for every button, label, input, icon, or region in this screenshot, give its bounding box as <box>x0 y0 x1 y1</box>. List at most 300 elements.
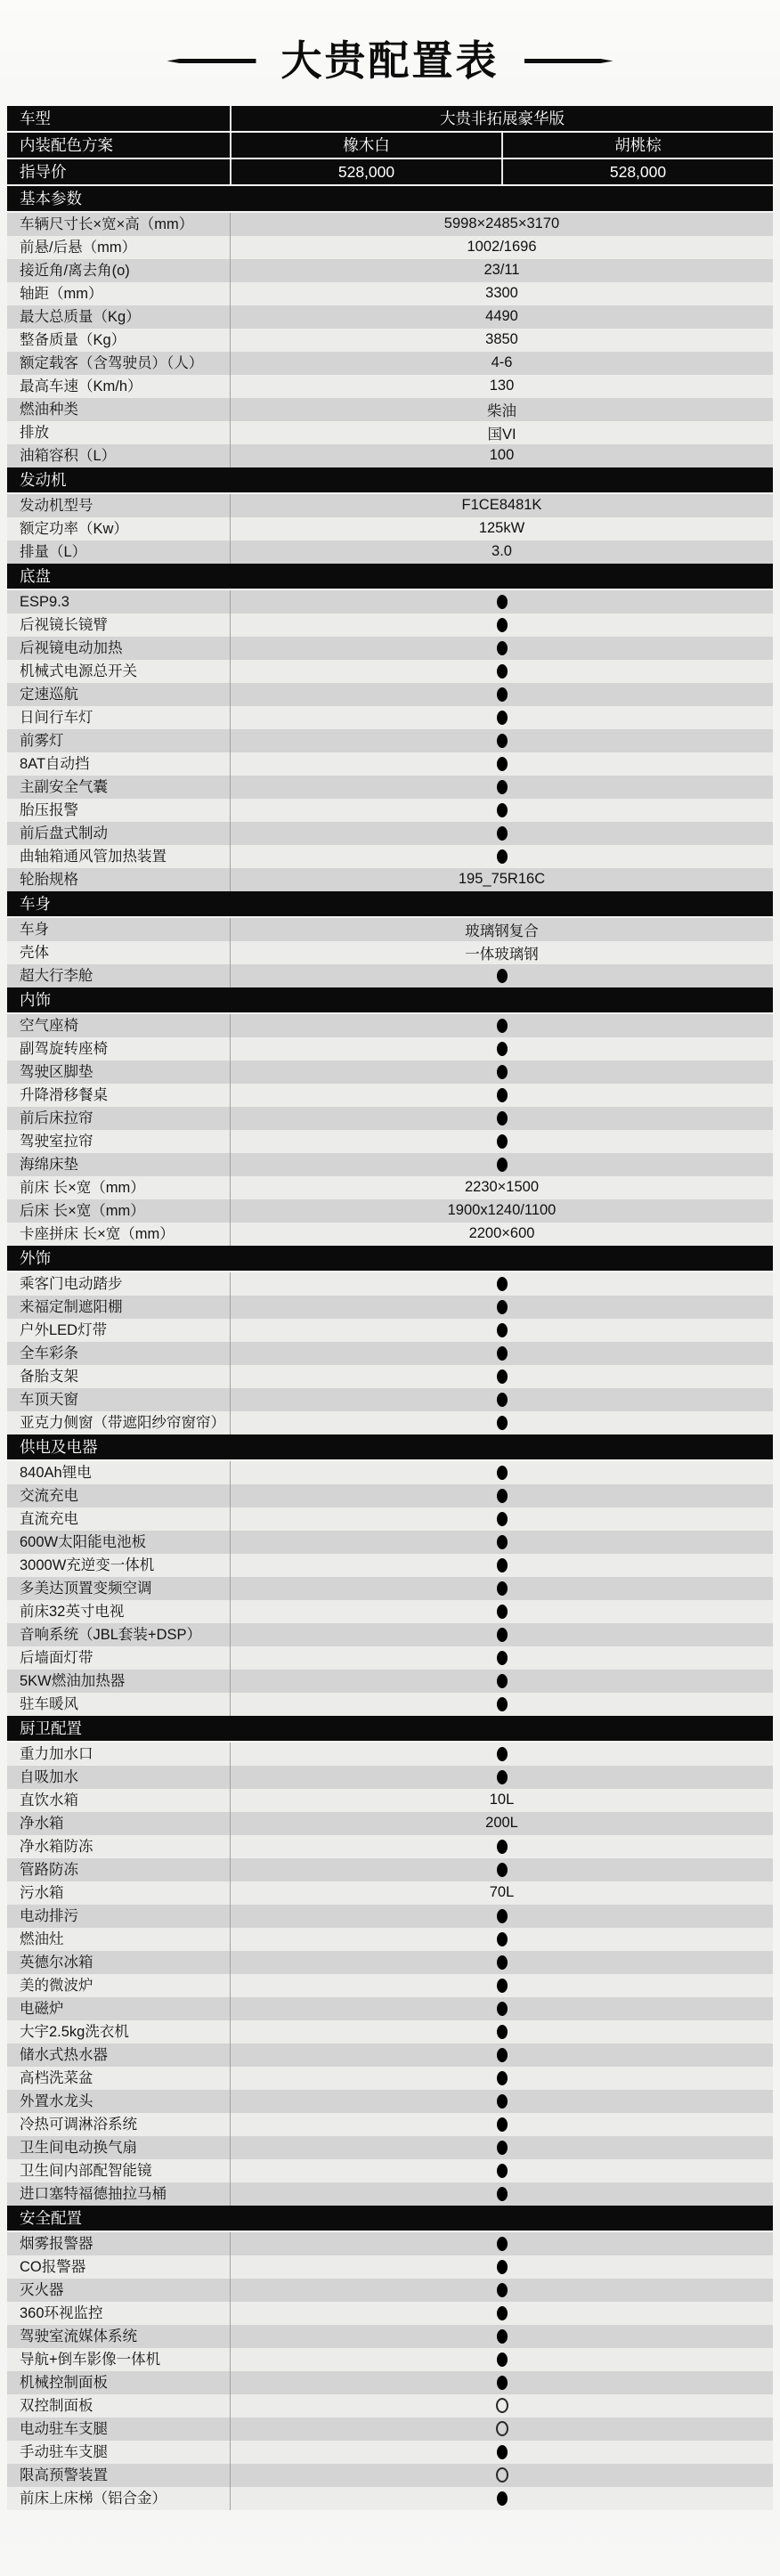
standard-equipment-dot-icon <box>497 2306 508 2320</box>
spec-row <box>7 1997 773 2020</box>
spec-label: 后视镜长镜臂 <box>20 616 108 633</box>
spec-label: 多美达顶置变频空调 <box>20 1580 152 1597</box>
spec-row <box>7 1693 773 1716</box>
spec-value <box>230 1084 773 1107</box>
spec-row <box>7 1646 773 1670</box>
spec-label: 机械控制面板 <box>20 2374 108 2391</box>
spec-value: 10L <box>230 1789 773 1812</box>
standard-equipment-dot-icon <box>497 1747 508 1761</box>
spec-label: 净水箱 <box>20 1815 64 1832</box>
spec-row <box>7 2441 773 2464</box>
spec-value <box>230 1342 773 1365</box>
spec-label: 驾驶区脚垫 <box>20 1063 93 1080</box>
standard-equipment-dot-icon <box>497 2260 508 2274</box>
spec-row <box>7 2394 773 2418</box>
section-title: 内饰 <box>20 990 51 1009</box>
spec-label: 大宇2.5kg洗衣机 <box>20 2023 129 2040</box>
spec-row <box>7 1951 773 1974</box>
standard-equipment-dot-icon <box>497 1369 508 1384</box>
standard-equipment-dot-icon <box>497 2002 508 2016</box>
spec-row <box>7 2067 773 2090</box>
standard-equipment-dot-icon <box>497 1651 508 1665</box>
spec-value <box>230 2302 773 2325</box>
section-title: 基本参数 <box>20 189 82 207</box>
spec-label: 卫生间内部配智能镜 <box>20 2162 152 2179</box>
spec-value <box>230 1693 773 1716</box>
spec-value: 2230×1500 <box>230 1176 773 1199</box>
spec-label: 冷热可调淋浴系统 <box>20 2116 137 2133</box>
spec-value: 5998×2485×3170 <box>230 213 773 236</box>
spec-row <box>7 776 773 799</box>
spec-row <box>7 1411 773 1434</box>
spec-value <box>230 637 773 660</box>
spec-row <box>7 2020 773 2044</box>
section-title: 厨卫配置 <box>20 1719 82 1737</box>
standard-equipment-dot-icon <box>497 1697 508 1711</box>
spec-label: 净水箱防冻 <box>20 1838 93 1855</box>
spec-label: 升降滑移餐桌 <box>20 1086 108 1103</box>
standard-equipment-dot-icon <box>497 2071 508 2085</box>
spec-row <box>7 1319 773 1342</box>
spec-value <box>230 2418 773 2441</box>
standard-equipment-dot-icon <box>497 1277 508 1291</box>
model-row-label: 车型 <box>20 109 51 127</box>
table-row-model <box>7 106 773 131</box>
spec-label: 英德尔冰箱 <box>20 1954 93 1971</box>
spec-label: 定速巡航 <box>20 686 78 703</box>
spec-label: 壳体 <box>20 944 49 961</box>
spec-value <box>230 1766 773 1789</box>
standard-equipment-dot-icon <box>497 618 508 632</box>
spec-value <box>230 1835 773 1858</box>
spec-value: 3300 <box>230 282 773 305</box>
standard-equipment-dot-icon <box>497 1909 508 1923</box>
spec-value <box>230 2136 773 2159</box>
standard-equipment-dot-icon <box>497 2445 508 2459</box>
spec-value <box>230 2394 773 2418</box>
section-header-row <box>7 186 773 211</box>
standard-equipment-dot-icon <box>497 1979 508 1993</box>
spec-label: 600W太阳能电池板 <box>20 1533 147 1550</box>
spec-row <box>7 1342 773 1365</box>
spec-row <box>7 305 773 329</box>
spec-label: 驾驶室流媒体系统 <box>20 2328 137 2344</box>
spec-label: 车辆尺寸长×宽×高（mm） <box>20 215 194 232</box>
spec-label: 前后床拉帘 <box>20 1109 93 1126</box>
spec-label: 音响系统（JBL套装+DSP） <box>20 1626 201 1643</box>
standard-equipment-dot-icon <box>497 2141 508 2155</box>
table-row-price <box>7 159 773 184</box>
spec-row <box>7 1835 773 1858</box>
spec-row <box>7 1084 773 1107</box>
spec-row <box>7 868 773 891</box>
spec-label: 乘客门电动踏步 <box>20 1275 123 1292</box>
spec-value <box>230 1670 773 1693</box>
spec-row <box>7 1600 773 1623</box>
spec-value <box>230 1153 773 1176</box>
spec-row <box>7 352 773 375</box>
spec-row <box>7 2348 773 2371</box>
spec-row <box>7 1130 773 1153</box>
standard-equipment-dot-icon <box>497 2187 508 2201</box>
spec-row <box>7 398 773 421</box>
spec-label: 前悬/后悬（mm） <box>20 239 137 256</box>
spec-row <box>7 845 773 868</box>
spec-label: 灭火器 <box>20 2281 64 2298</box>
spec-value <box>230 2325 773 2348</box>
standard-equipment-dot-icon <box>497 641 508 655</box>
spec-value <box>230 1623 773 1646</box>
spec-label: 自吸加水 <box>20 1768 78 1785</box>
spec-label: 后视镜电动加热 <box>20 639 123 656</box>
spec-label: 前雾灯 <box>20 732 64 749</box>
spec-row <box>7 1974 773 1997</box>
spec-row <box>7 2090 773 2113</box>
section-title: 供电及电器 <box>20 1437 98 1456</box>
spec-label: 直饮水箱 <box>20 1792 78 1808</box>
spec-value <box>230 1974 773 1997</box>
price-value-1: 528,000 <box>230 159 501 184</box>
spec-value <box>230 590 773 614</box>
spec-value <box>230 2044 773 2067</box>
spec-label: 限高预警装置 <box>20 2466 108 2483</box>
page-title: 大贵配置表 <box>280 37 500 84</box>
spec-value: F1CE8481K <box>230 494 773 517</box>
spec-value <box>230 1014 773 1037</box>
standard-equipment-dot-icon <box>497 1300 508 1314</box>
section-title: 发动机 <box>20 470 67 489</box>
spec-label: 360环视监控 <box>20 2304 103 2321</box>
spec-table <box>7 106 773 2510</box>
standard-equipment-dot-icon <box>497 1581 508 1596</box>
spec-value <box>230 2159 773 2182</box>
section-title: 安全配置 <box>20 2208 82 2227</box>
spec-row <box>7 752 773 776</box>
standard-equipment-dot-icon <box>497 1158 508 1172</box>
standard-equipment-dot-icon <box>497 734 508 748</box>
standard-equipment-dot-icon <box>497 664 508 679</box>
spec-label: 胎压报警 <box>20 801 78 818</box>
spec-label: 后墙面灯带 <box>20 1649 93 1666</box>
spec-value: 4490 <box>230 305 773 329</box>
spec-row <box>7 494 773 517</box>
spec-row <box>7 590 773 614</box>
spec-label: 840Ah锂电 <box>20 1464 92 1481</box>
spec-value <box>230 706 773 729</box>
title-decoration-line-left <box>167 59 256 63</box>
spec-value <box>230 2182 773 2206</box>
standard-equipment-dot-icon <box>497 969 508 983</box>
spec-value <box>230 2371 773 2394</box>
standard-equipment-dot-icon <box>497 2048 508 2062</box>
spec-value <box>230 1411 773 1434</box>
standard-equipment-dot-icon <box>497 1863 508 1877</box>
spec-value <box>230 1554 773 1577</box>
standard-equipment-dot-icon <box>497 2376 508 2390</box>
spec-value <box>230 1905 773 1928</box>
spec-row <box>7 1461 773 1484</box>
spec-row <box>7 1176 773 1199</box>
spec-label: 空气座椅 <box>20 1017 78 1034</box>
spec-value <box>230 660 773 683</box>
spec-label: 电动驻车支腿 <box>20 2420 108 2437</box>
spec-value <box>230 683 773 706</box>
spec-value: 70L <box>230 1881 773 1905</box>
spec-value: 200L <box>230 1812 773 1835</box>
spec-value <box>230 1037 773 1060</box>
spec-label: 手动驻车支腿 <box>20 2443 108 2460</box>
spec-value: 1900x1240/1100 <box>230 1199 773 1223</box>
spec-row <box>7 282 773 305</box>
spec-value: 玻璃钢复合 <box>230 918 773 941</box>
spec-row <box>7 2113 773 2136</box>
spec-row <box>7 614 773 637</box>
section-header-row <box>7 1246 773 1271</box>
spec-label: 发动机型号 <box>20 497 93 514</box>
optional-equipment-circle-icon <box>496 2467 508 2483</box>
spec-row <box>7 1014 773 1037</box>
spec-row <box>7 1199 773 1223</box>
title-decoration-line-right <box>524 59 613 63</box>
spec-value: 国VI <box>230 421 773 444</box>
spec-value <box>230 822 773 845</box>
spec-label: 日间行车灯 <box>20 709 93 726</box>
optional-equipment-circle-icon <box>496 2398 508 2413</box>
spec-row <box>7 1812 773 1835</box>
standard-equipment-dot-icon <box>497 1489 508 1503</box>
spec-label: 主副安全气囊 <box>20 778 108 795</box>
spec-value <box>230 1484 773 1507</box>
spec-value <box>230 964 773 987</box>
section-title: 外饰 <box>20 1248 51 1267</box>
standard-equipment-dot-icon <box>497 826 508 841</box>
spec-label: 前床 长×宽（mm） <box>20 1179 145 1196</box>
spec-label: 机械式电源总开关 <box>20 662 137 679</box>
spec-value <box>230 2067 773 2090</box>
spec-label: 电磁炉 <box>20 2000 64 2017</box>
spec-label: ESP9.3 <box>20 593 69 610</box>
spec-row <box>7 2232 773 2255</box>
standard-equipment-dot-icon <box>497 2283 508 2297</box>
section-title: 车身 <box>20 894 51 913</box>
standard-equipment-dot-icon <box>497 1019 508 1033</box>
spec-row <box>7 2279 773 2302</box>
standard-equipment-dot-icon <box>497 1065 508 1079</box>
spec-label: 轮胎规格 <box>20 871 78 888</box>
spec-value <box>230 1743 773 1766</box>
spec-label: 曲轴箱通风管加热装置 <box>20 848 167 865</box>
standard-equipment-dot-icon <box>497 2329 508 2344</box>
standard-equipment-dot-icon <box>497 2237 508 2251</box>
standard-equipment-dot-icon <box>497 2164 508 2178</box>
spec-row <box>7 660 773 683</box>
spec-row <box>7 1789 773 1812</box>
spec-label: 排放 <box>20 424 49 441</box>
section-header-row <box>7 2206 773 2231</box>
color-scheme-option-1: 橡木白 <box>230 133 501 158</box>
spec-row <box>7 2487 773 2510</box>
spec-value <box>230 1507 773 1531</box>
spec-label: 卡座拼床 长×宽（mm） <box>20 1225 175 1242</box>
section-header-row <box>7 1716 773 1741</box>
spec-value <box>230 1928 773 1951</box>
spec-row <box>7 1153 773 1176</box>
spec-row <box>7 2302 773 2325</box>
spec-value <box>230 2090 773 2113</box>
spec-label: 海绵床垫 <box>20 1156 78 1173</box>
spec-label: 整备质量（Kg） <box>20 331 126 348</box>
spec-label: 额定功率（Kw） <box>20 520 128 537</box>
standard-equipment-dot-icon <box>497 2491 508 2506</box>
spec-row <box>7 1507 773 1531</box>
spec-value <box>230 1858 773 1881</box>
model-row-value: 大贵非拓展豪华版 <box>230 106 773 131</box>
standard-equipment-dot-icon <box>497 2117 508 2132</box>
spec-value <box>230 1388 773 1411</box>
spec-row <box>7 1905 773 1928</box>
spec-label: 燃油灶 <box>20 1930 64 1947</box>
section-header-row <box>7 1434 773 1459</box>
spec-value: 130 <box>230 375 773 398</box>
spec-value: 195_75R16C <box>230 868 773 891</box>
spec-label: 前床上床梯（铝合金） <box>20 2490 167 2507</box>
spec-value: 一体玻璃钢 <box>230 941 773 964</box>
standard-equipment-dot-icon <box>497 1416 508 1430</box>
spec-row <box>7 683 773 706</box>
standard-equipment-dot-icon <box>497 2025 508 2039</box>
spec-label: 外置水龙头 <box>20 2092 93 2109</box>
spec-value <box>230 1060 773 1084</box>
standard-equipment-dot-icon <box>497 1840 508 1854</box>
spec-row <box>7 1881 773 1905</box>
spec-value: 23/11 <box>230 259 773 282</box>
spec-label: 美的微波炉 <box>20 1977 93 1994</box>
spec-value <box>230 845 773 868</box>
spec-row <box>7 259 773 282</box>
standard-equipment-dot-icon <box>497 1558 508 1572</box>
spec-row <box>7 540 773 564</box>
spec-value <box>230 1646 773 1670</box>
spec-row <box>7 2255 773 2279</box>
standard-equipment-dot-icon <box>497 1393 508 1407</box>
section-header-row <box>7 987 773 1012</box>
spec-label: 进口塞特福德抽拉马桶 <box>20 2185 167 2202</box>
section-header-row <box>7 891 773 916</box>
spec-row <box>7 1670 773 1693</box>
standard-equipment-dot-icon <box>497 1323 508 1337</box>
spec-row <box>7 637 773 660</box>
spec-row <box>7 421 773 444</box>
spec-value <box>230 1577 773 1600</box>
spec-value <box>230 2441 773 2464</box>
spec-label: 高档洗菜盆 <box>20 2069 93 2086</box>
spec-label: 户外LED灯带 <box>20 1321 108 1338</box>
spec-label: 驻车暖风 <box>20 1695 78 1712</box>
spec-label: 驾驶室拉帘 <box>20 1133 93 1150</box>
spec-label: 额定载客（含驾驶员）（人） <box>20 354 204 371</box>
spec-label: 轴距（mm） <box>20 285 103 302</box>
standard-equipment-dot-icon <box>497 1042 508 1056</box>
spec-label: 副驾旋转座椅 <box>20 1040 108 1057</box>
spec-value <box>230 2020 773 2044</box>
spec-label: 卫生间电动换气扇 <box>20 2139 137 2156</box>
standard-equipment-dot-icon <box>497 757 508 771</box>
spec-row <box>7 1531 773 1554</box>
spec-label: 备胎支架 <box>20 1368 78 1385</box>
spec-row <box>7 1858 773 1881</box>
spec-row <box>7 213 773 236</box>
spec-label: 燃油种类 <box>20 401 78 418</box>
spec-row <box>7 1037 773 1060</box>
spec-row <box>7 1296 773 1319</box>
spec-label: 储水式热水器 <box>20 2046 108 2063</box>
spec-label: 烟雾报警器 <box>20 2235 93 2252</box>
spec-row <box>7 236 773 259</box>
spec-row <box>7 2371 773 2394</box>
spec-value: 1002/1696 <box>230 236 773 259</box>
spec-value <box>230 1365 773 1388</box>
spec-value: 100 <box>230 444 773 467</box>
spec-row <box>7 941 773 964</box>
spec-row <box>7 1272 773 1296</box>
spec-value <box>230 776 773 799</box>
spec-label: 8AT自动挡 <box>20 755 90 772</box>
table-row-color-scheme <box>7 133 773 158</box>
color-scheme-option-2: 胡桃棕 <box>501 133 773 158</box>
section-header-row <box>7 564 773 589</box>
spec-value <box>230 2113 773 2136</box>
spec-row <box>7 2159 773 2182</box>
spec-label: 最高车速（Km/h） <box>20 378 142 394</box>
spec-label: 排量（L） <box>20 543 87 560</box>
standard-equipment-dot-icon <box>497 1111 508 1125</box>
spec-row <box>7 1743 773 1766</box>
spec-label: 双控制面板 <box>20 2397 93 2414</box>
standard-equipment-dot-icon <box>497 1628 508 1642</box>
spec-value <box>230 752 773 776</box>
standard-equipment-dot-icon <box>497 595 508 609</box>
spec-value <box>230 799 773 822</box>
spec-row <box>7 1365 773 1388</box>
section-title: 底盘 <box>20 566 51 585</box>
spec-row <box>7 2044 773 2067</box>
standard-equipment-dot-icon <box>497 1512 508 1526</box>
standard-equipment-dot-icon <box>497 1674 508 1688</box>
standard-equipment-dot-icon <box>497 687 508 702</box>
spec-row <box>7 375 773 398</box>
spec-value <box>230 1130 773 1153</box>
spec-row <box>7 706 773 729</box>
spec-row <box>7 1388 773 1411</box>
spec-label: 前后盘式制动 <box>20 825 108 841</box>
color-scheme-label: 内装配色方案 <box>20 135 113 154</box>
standard-equipment-dot-icon <box>497 803 508 817</box>
spec-label: 亚克力侧窗（带遮阳纱帘窗帘） <box>20 1414 225 1431</box>
spec-label: 油箱容积（L） <box>20 447 117 464</box>
spec-label: 后床 长×宽（mm） <box>20 1202 145 1219</box>
spec-value <box>230 2255 773 2279</box>
spec-value: 2200×600 <box>230 1223 773 1246</box>
spec-value <box>230 614 773 637</box>
spec-row <box>7 1766 773 1789</box>
spec-label: 前床32英寸电视 <box>20 1603 125 1620</box>
spec-row <box>7 2182 773 2206</box>
spec-value <box>230 2464 773 2487</box>
spec-row <box>7 444 773 467</box>
spec-label: 最大总质量（Kg） <box>20 308 141 325</box>
spec-row <box>7 822 773 845</box>
spec-label: 接近角/离去角(o) <box>20 262 130 279</box>
